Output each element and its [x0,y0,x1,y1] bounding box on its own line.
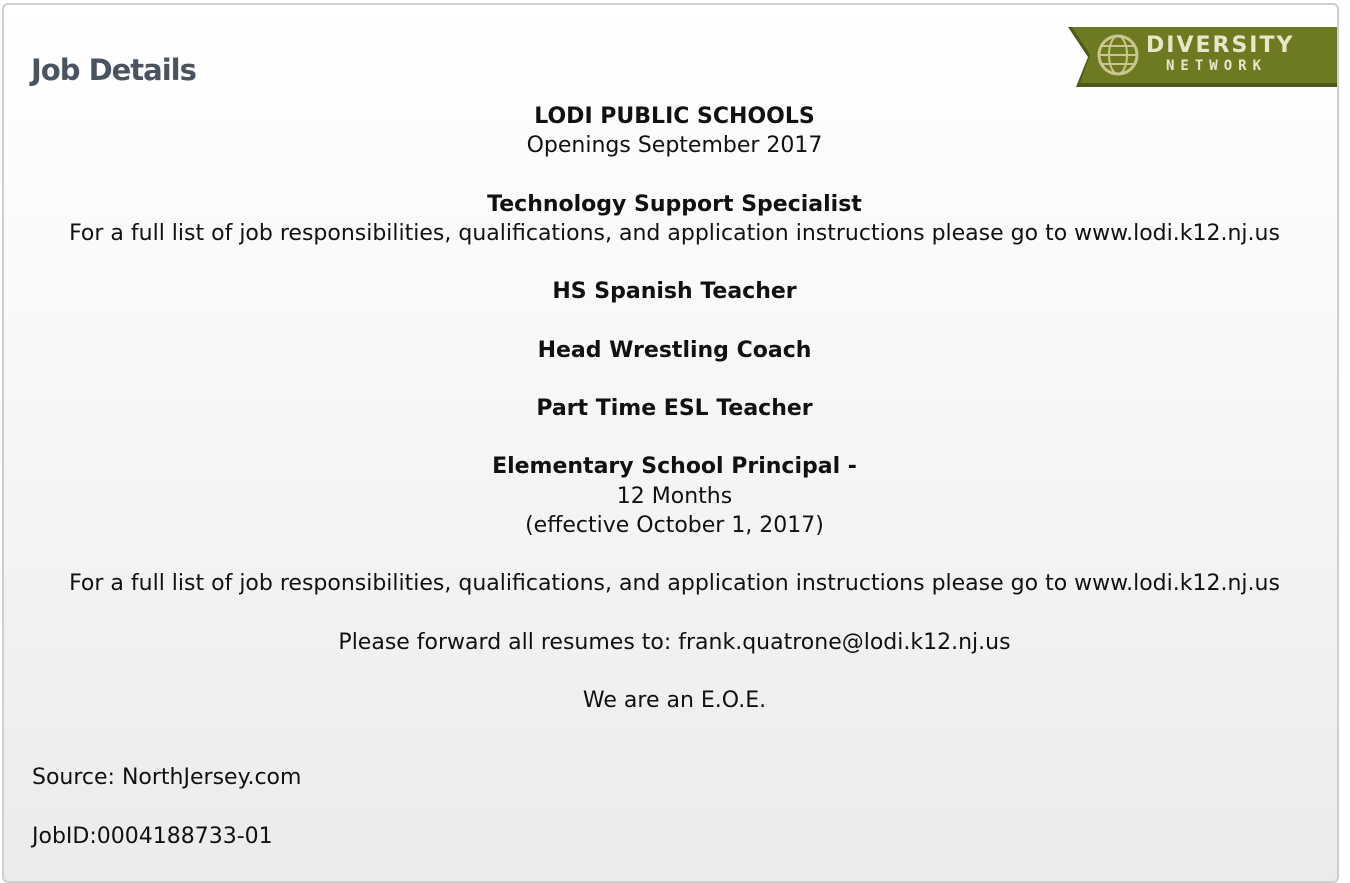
logo-text-diversity: DIVERSITY [1146,33,1295,58]
job-details-panel [2,3,1339,883]
position-title: Part Time ESL Teacher [536,395,813,421]
resume-line: Please forward all resumes to: frank.quatrone@lodi.k12.nj.us [338,629,1011,655]
position-title: HS Spanish Teacher [552,279,797,305]
position-title: Elementary School Principal - [492,454,857,480]
position-detail: 12 Months [616,483,733,509]
page-title: Job Details [31,53,196,87]
position-note: For a full list of job responsibilities, qualifications, and application instructions please go to www.lodi.k12.nj.us [69,220,1280,246]
job-id: JobID:0004188733-01 [32,824,273,849]
source-line: Source: NorthJersey.com [32,765,302,790]
position-title: Technology Support Specialist [487,191,862,217]
position-title: Head Wrestling Coach [537,337,812,363]
openings-date: Openings September 2017 [526,133,823,159]
info-line: For a full list of job responsibilities, qualifications, and application instructions please go to www.lodi.k12.nj.us [69,571,1280,597]
position-detail: (effective October 1, 2017) [525,512,824,538]
logo-text-network: NETWORK [1166,58,1268,74]
diversity-network-logo [1068,27,1339,87]
posting-body [4,102,1339,715]
employer-name: LODI PUBLIC SCHOOLS [534,104,815,129]
eoe-statement: We are an E.O.E. [582,687,767,713]
